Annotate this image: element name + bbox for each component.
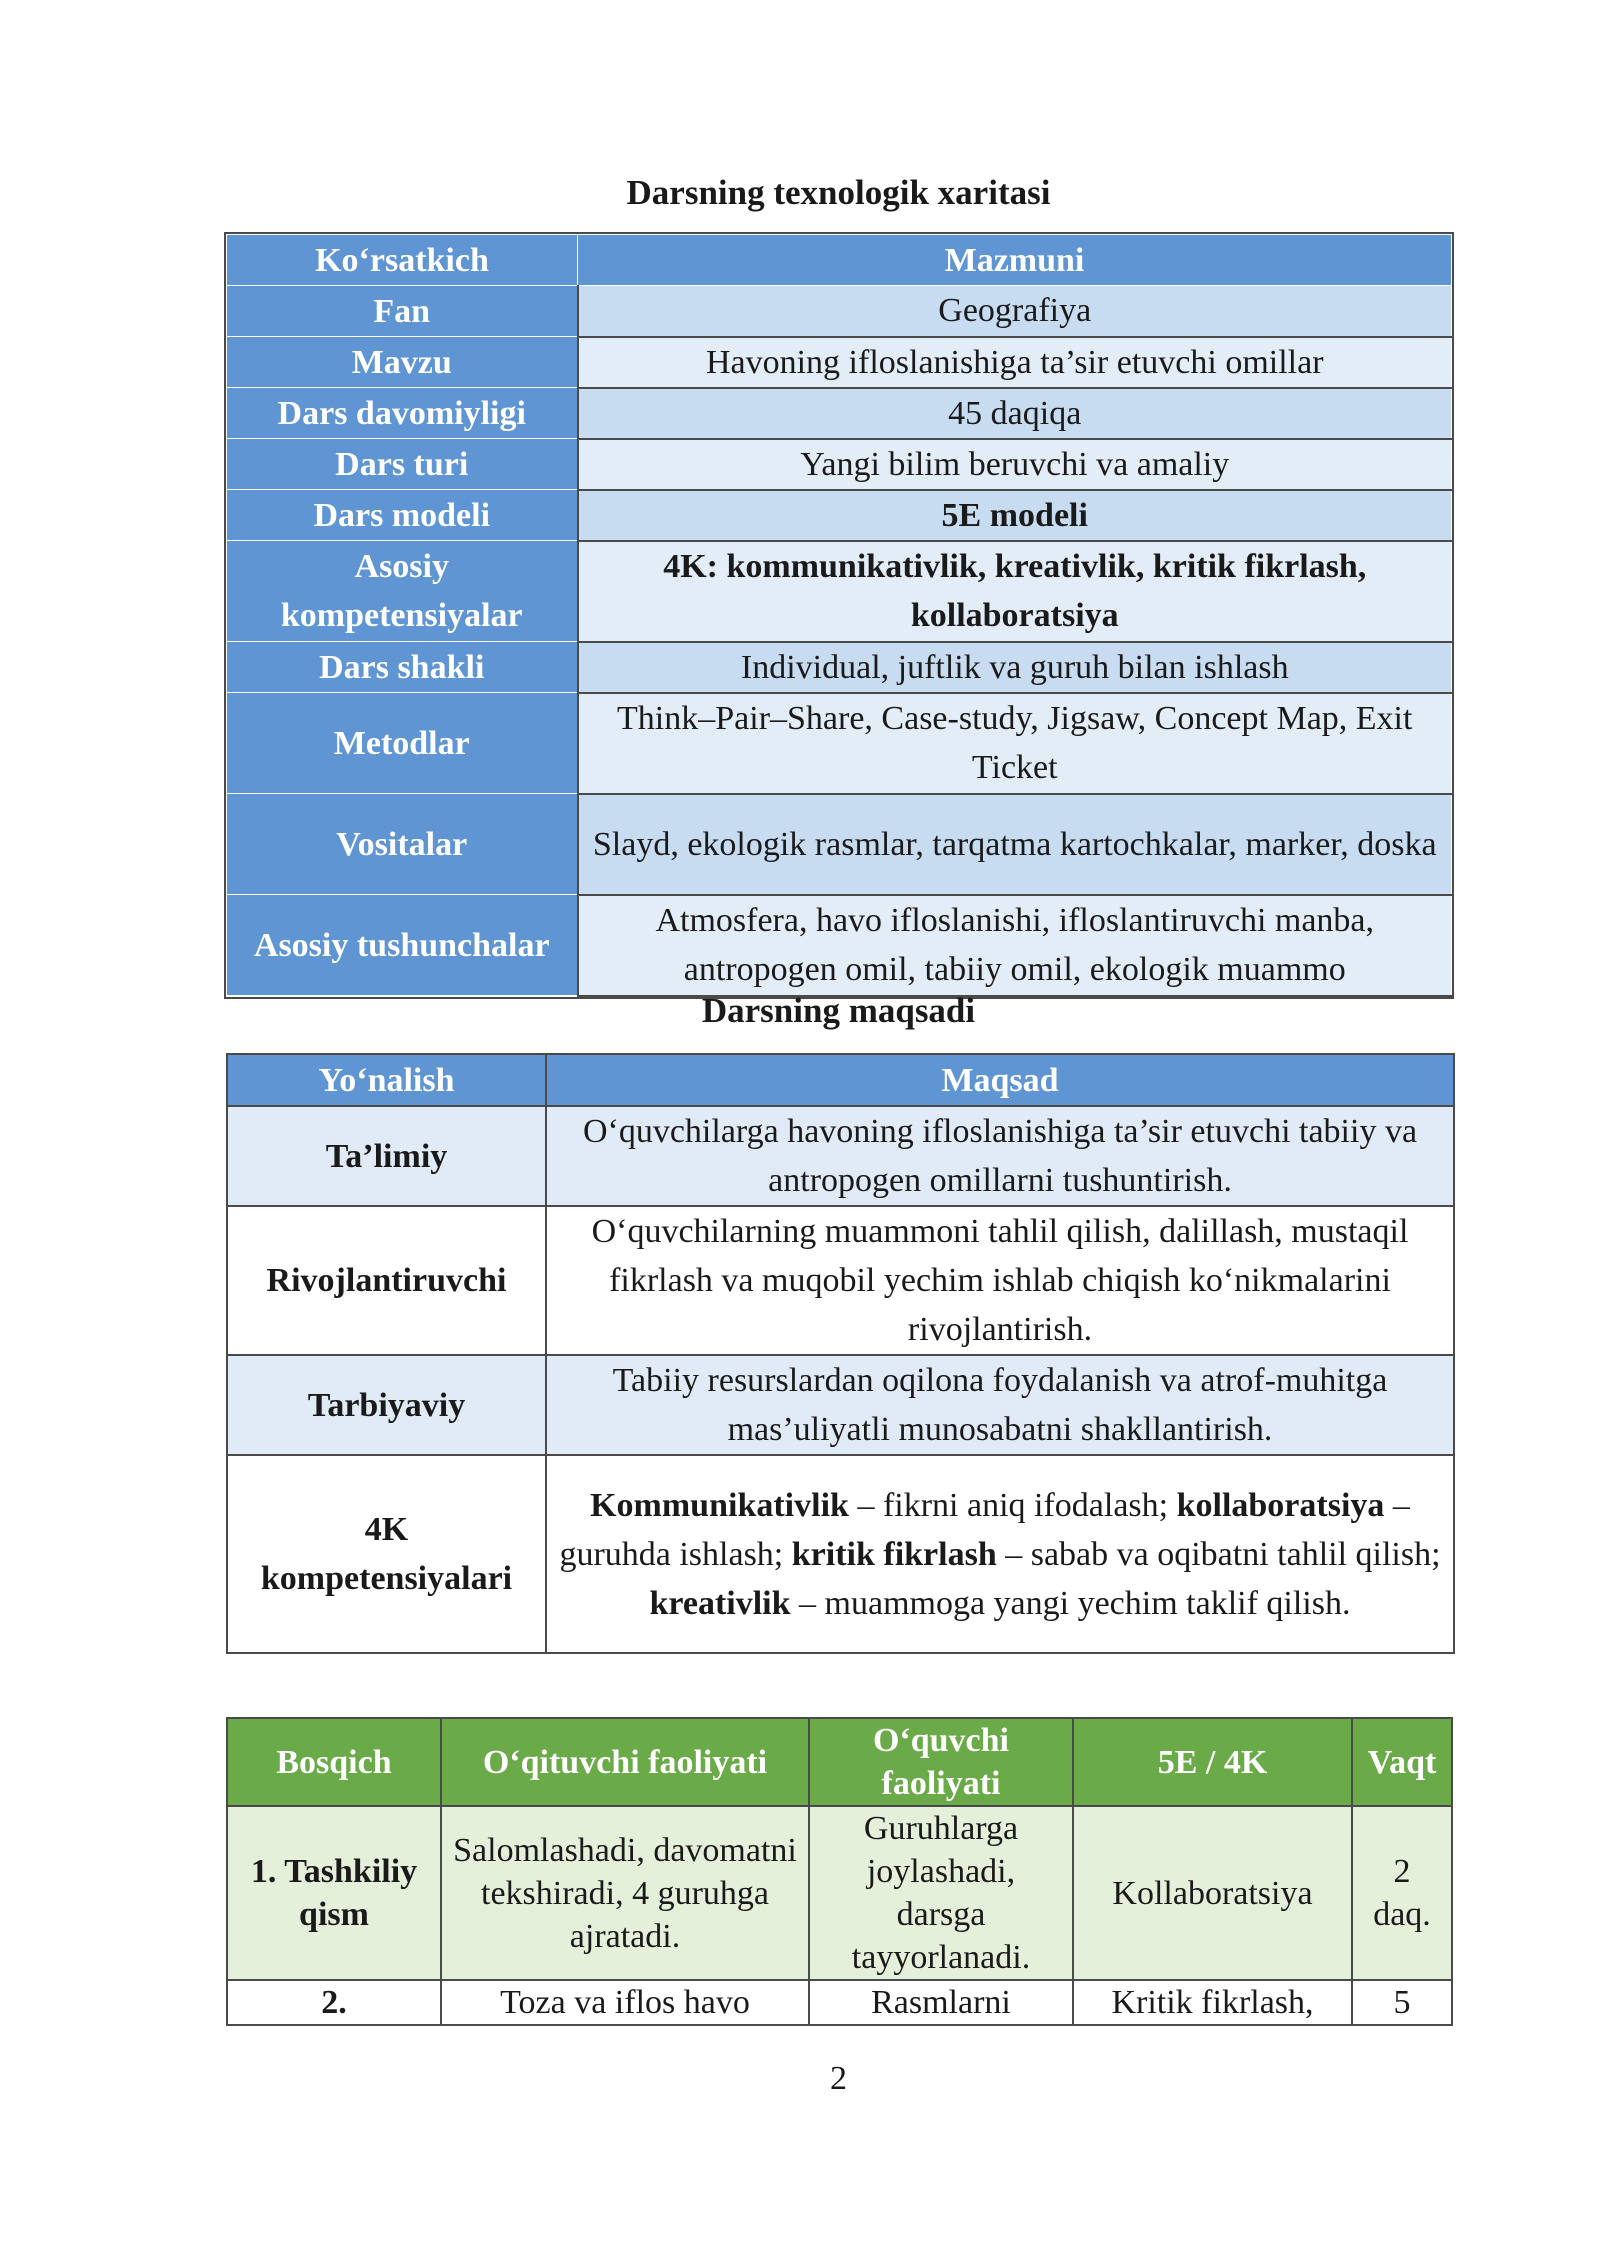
row-key: Tarbiyaviy (227, 1355, 546, 1455)
table-row (227, 693, 1452, 794)
row-value: Think–Pair–Share, Case-study, Jigsaw, Concept Map, Exit Ticket (578, 693, 1452, 794)
header-cell: Yo‘nalish (227, 1054, 546, 1106)
header-cell: O‘qituvchi faoliyati (441, 1718, 809, 1806)
row-key: Metodlar (227, 693, 578, 794)
row-key: Fan (227, 286, 578, 337)
table-header-row (227, 1054, 1454, 1106)
time-cell: 5 (1352, 1980, 1452, 2025)
header-cell: O‘quvchi faoliyati (809, 1718, 1073, 1806)
teacher-activity-cell: Salomlashadi, davomatni tekshiradi, 4 guruhga ajratadi. (441, 1806, 809, 1980)
table-row (227, 794, 1452, 895)
term-text: – sabab va oqibatni tahlil qilish; (996, 1535, 1441, 1573)
row-value: Individual, juftlik va guruh bilan ishlash (578, 642, 1452, 693)
stage-cell: 1. Tashkiliy qism (227, 1806, 441, 1980)
time-cell: 2 daq. (1352, 1806, 1452, 1980)
table-row (227, 1980, 1452, 2025)
row-value (546, 1455, 1454, 1653)
table-row (227, 541, 1452, 642)
table-row (227, 337, 1452, 388)
row-value: O‘quvchilarning muammoni tahlil qilish, dalillash, mustaqil fikrlash va muqobil yechim ishlab chiqish ko‘nikmalarini rivojlantirish. (546, 1206, 1454, 1355)
table-row (227, 642, 1452, 693)
table-row (227, 490, 1452, 541)
row-value: Tabiiy resurslardan oqilona foydalanish va atrof-muhitga mas’uliyatli munosabatni shakllantirish. (546, 1355, 1454, 1455)
row-key: Dars turi (227, 439, 578, 490)
table-row (227, 1106, 1454, 1206)
technological-map-table (226, 234, 1452, 997)
table-row (227, 439, 1452, 490)
row-value: O‘quvchilarga havoning ifloslanishiga ta’sir etuvchi tabiiy va antropogen omillarni tushuntirish. (546, 1106, 1454, 1206)
row-value: Atmosfera, havo ifloslanishi, ifloslantiruvchi manba, antropogen omil, tabiiy omil, ekologik muammo (578, 895, 1452, 996)
student-activity-cell: Guruhlarga joylashadi, darsga tayyorlanadi. (809, 1806, 1073, 1980)
term-text: – muammoga yangi yechim taklif qilish. (790, 1584, 1351, 1622)
stage-cell: 2. (227, 1980, 441, 2025)
table-row (227, 286, 1452, 337)
row-key: Asosiy tushunchalar (227, 895, 578, 996)
row-key: Rivojlantiruvchi (227, 1206, 546, 1355)
row-key: Dars shakli (227, 642, 578, 693)
header-cell: Maqsad (546, 1054, 1454, 1106)
table-row (227, 895, 1452, 996)
table-header-row (227, 235, 1452, 286)
page-number: 2 (830, 2060, 847, 2097)
row-key: Vositalar (227, 794, 578, 895)
row-key: Asosiy kompetensiyalar (227, 541, 578, 642)
term-bold: kreativlik (649, 1584, 791, 1622)
term-bold: kollaboratsiya (1176, 1486, 1385, 1524)
row-key: Dars modeli (227, 490, 578, 541)
heading-technological-map: Darsning texnologik xaritasi (626, 173, 1051, 212)
table-row (227, 1806, 1452, 1980)
row-value: Slayd, ekologik rasmlar, tarqatma kartochkalar, marker, doska (578, 794, 1452, 895)
table-row (227, 1355, 1454, 1455)
row-key: Mavzu (227, 337, 578, 388)
term-bold: kritik fikrlash (791, 1535, 997, 1573)
row-value: 5E modeli (578, 490, 1452, 541)
row-key: 4K kompetensiyalari (227, 1455, 546, 1653)
row-value: Geografiya (578, 286, 1452, 337)
lesson-goal-table (226, 1053, 1455, 1654)
header-cell: 5E / 4K (1073, 1718, 1352, 1806)
row-value: 45 daqiqa (578, 388, 1452, 439)
term-bold: Kommunikativlik (590, 1486, 849, 1524)
term-text: – guruhda ishlash; (559, 1486, 1410, 1573)
teacher-activity-cell: Toza va iflos havo (441, 1980, 809, 2025)
row-key: Ta’limiy (227, 1106, 546, 1206)
lesson-stages-table (226, 1717, 1453, 2026)
header-cell: Bosqich (227, 1718, 441, 1806)
header-cell: Vaqt (1352, 1718, 1452, 1806)
header-cell: Ko‘rsatkich (227, 235, 578, 286)
table-header-row (227, 1718, 1452, 1806)
row-value: Yangi bilim beruvchi va amaliy (578, 439, 1452, 490)
row-value: 4K: kommunikativlik, kreativlik, kritik fikrlash, kollaboratsiya (578, 541, 1452, 642)
heading-lesson-goal: Darsning maqsadi (701, 991, 976, 1030)
table-row (227, 388, 1452, 439)
competency-cell: Kritik fikrlash, (1073, 1980, 1352, 2025)
student-activity-cell: Rasmlarni (809, 1980, 1073, 2025)
header-cell: Mazmuni (578, 235, 1452, 286)
table-row (227, 1455, 1454, 1653)
row-value: Havoning ifloslanishiga ta’sir etuvchi omillar (578, 337, 1452, 388)
row-key: Dars davomiyligi (227, 388, 578, 439)
term-text: – fikrni aniq ifodalash; (848, 1486, 1177, 1524)
competency-cell: Kollaboratsiya (1073, 1806, 1352, 1980)
table-row (227, 1206, 1454, 1355)
